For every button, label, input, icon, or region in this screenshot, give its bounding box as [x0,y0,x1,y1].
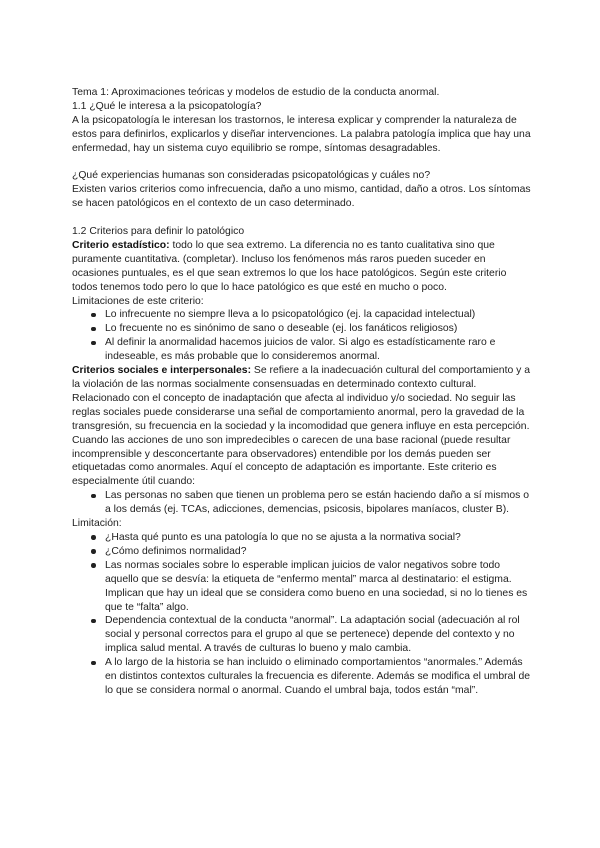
social-criterion [72,364,534,489]
social-criterion-text: Se refiere a la inadecuación cultural del comportamiento y a la violación de las normas socialmente consensuadas en determinado contexto cultural. Relacionado con el concepto de inadaptación que afecta al individuo y/o sociedad. No seguir las reglas sociales puede considerarse una señal de comportamiento anormal, pero la gravedad de la transgresión, su frecuencia en la sociedad y la incomodidad que genera influye en esta percepción. Cuando las acciones de uno son impredecibles o carecen de una base racional (puede resultar incomprensible y desconcertante para observadores) entendible por los demás pueden ser etiquetadas como anormales. Aquí el concepto de adaptación es importante. Este criterio es especialmente útil cuando: [72,365,531,488]
list-item: Al definir la anormalidad hacemos juicios de valor. Si algo es estadísticamente raro e indeseable, es más probable que lo consideremos anormal. [72,336,534,364]
list-item: Lo infrecuente no siempre lleva a lo psicopatológico (ej. la capacidad intelectual) [72,308,534,322]
social-limitation-label: Limitación: [72,518,122,530]
list-item: Las normas sociales sobre lo esperable implican juicios de valor negativos sobre todo aquello que se desvía: la etiqueta de “enfermo mental” marca al destinatario: el estigma. Implican que hay un ideal que se considera como bueno en una sociedad, si no lo tienes es que te “falta” algo. [72,559,534,615]
section-1-2-heading: 1.2 Criterios para definir lo patológico [72,226,245,238]
question-answer: Existen varios criterios como infrecuencia, daño a uno mismo, cantidad, daño a otros. Los síntomas se hacen patológicos en el contexto de un caso determinado. [72,184,531,210]
social-useful-cases-list [72,489,534,517]
list-item: ¿Cómo definimos normalidad? [72,545,534,559]
statistical-limitations-label: Limitaciones de este criterio: [72,295,204,307]
list-item: Dependencia contextual de la conducta “anormal”. La adaptación social (adecuación al rol social y personal correctos para el grupo al que se pertenece) depende del contexto y no implica salud mental. A través de culturas lo bueno y malo cambia. [72,614,534,656]
list-item: A lo largo de la historia se han incluido o eliminado comportamientos “anormales.” Además en distintos contextos culturales la frecuencia es diferente. Además se modifica el umbral de lo que se considera normal o anormal. Cuando el umbral baja, todos están “mal”. [72,656,534,698]
document-title: Tema 1: Aproximaciones teóricas y modelos de estudio de la conducta anormal. [72,87,440,98]
social-criterion-label: Criterios sociales e interpersonales: [72,365,252,377]
statistical-criterion-label: Criterio estadístico: [72,239,170,251]
statistical-limitations-list [72,308,534,364]
list-item: Lo frecuente no es sinónimo de sano o deseable (ej. los fanáticos religiosos) [72,322,534,336]
document-page [72,86,534,698]
list-item: ¿Hasta qué punto es una patología lo que no se ajusta a la normativa social? [72,531,534,545]
question-text: ¿Qué experiencias humanas son consideradas psicopatológicas y cuáles no? [72,170,431,182]
list-item: Las personas no saben que tienen un problema pero se están haciendo daño a sí mismos o a los demás (ej. TCAs, adicciones, demencias, psicosis, bipolares maníacos, cluster B). [72,489,534,517]
statistical-criterion [72,239,534,295]
section-1-1-heading: 1.1 ¿Qué le interesa a la psicopatología? [72,100,262,112]
section-1-1-paragraph: A la psicopatología le interesan los trastornos, le interesa explicar y comprender la naturaleza de estos para definirlos, explicarlos y diseñar intervenciones. La palabra patología implica que hay una enfermedad, hay un sistema cuyo equilibrio se rompe, síntomas desagradables. [72,114,531,154]
statistical-criterion-text: todo lo que sea extremo. La diferencia no es tanto cualitativa sino que puramente cuantitativa. (completar). Incluso los fenómenos más raros pueden suceder en ocasiones puntuales, es el que sean extremos lo que los hace patológicos. Según este criterio todos tenemos todo pero lo que lo hace patológico es que esté en mucho o poco. [72,239,507,293]
social-limitations-list [72,531,534,698]
